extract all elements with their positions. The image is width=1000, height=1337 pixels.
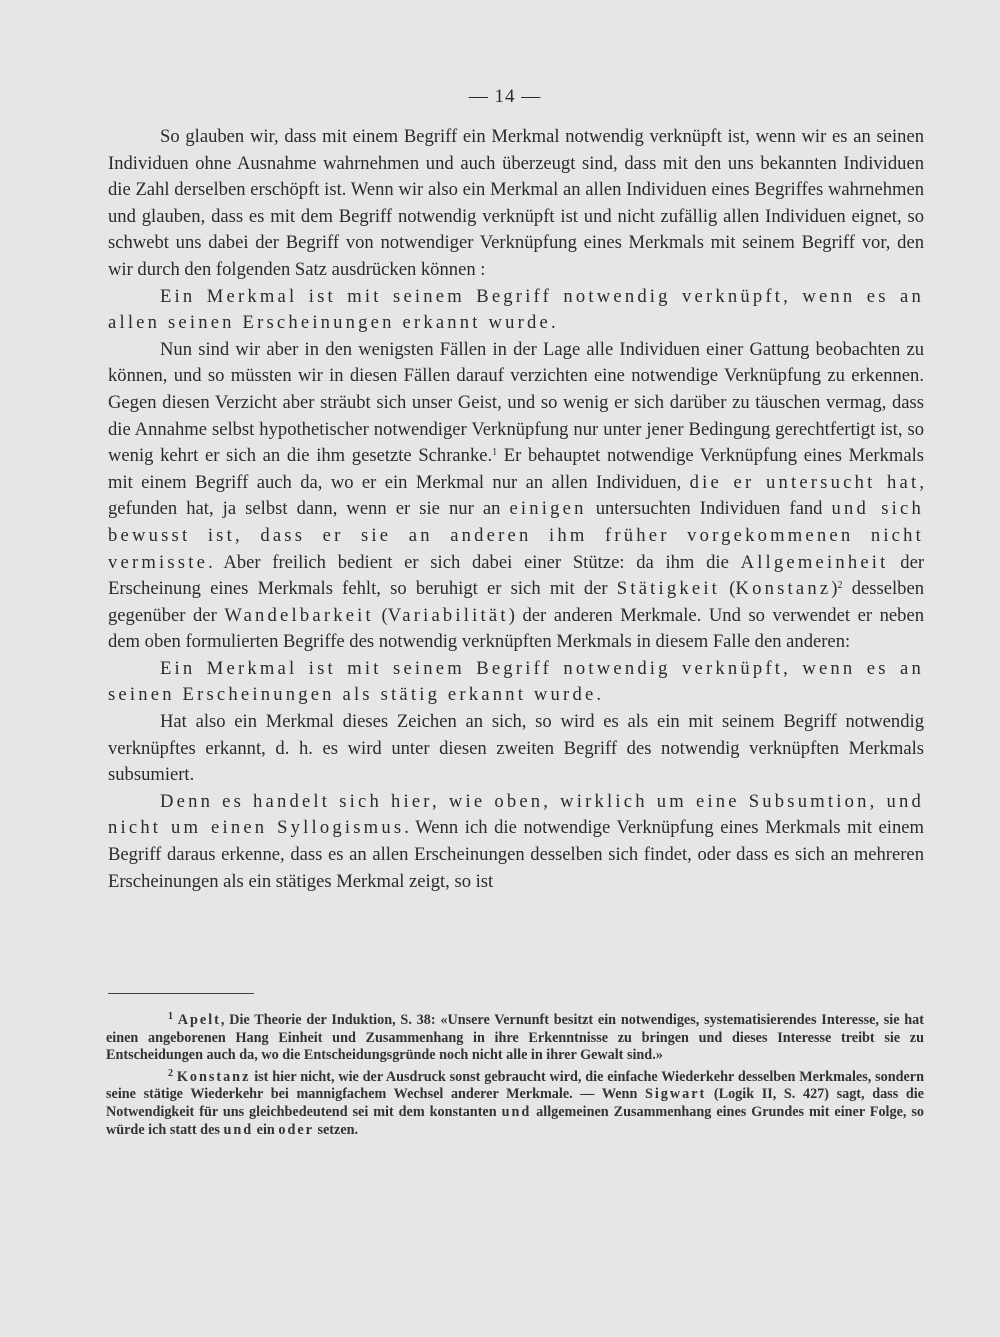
footnote-mark-1: 1 <box>168 1011 173 1022</box>
emphasis: und <box>501 1103 532 1120</box>
footnotes <box>106 1012 924 1143</box>
footnote-author: Apelt <box>177 1012 221 1028</box>
emphasis: Konstanz <box>176 1068 251 1085</box>
definition-1-text: Ein Merkmal ist mit seinem Begriff notwendig verknüpft, wenn es an allen seinen Erscheinungen erkannt wurde. <box>108 285 924 334</box>
emphasis: oder <box>278 1121 314 1138</box>
paragraph-5: Hat also ein Merkmal dieses Zeichen an sich, so wird es als ein mit seinem Begriff notwendig verknüpftes erkannt, d. h. es wird unter diesen zweiten Begriff des notwendig verknüpften Merkmals subsumiert. <box>108 711 924 786</box>
footnote-ref-2: 2 <box>837 580 843 592</box>
emphasis: und sich bewusst ist, dass er sie an anderen ihm früher vorgekommenen nicht vermisste <box>108 498 924 573</box>
emphasis: und <box>223 1121 254 1138</box>
emphasis: Allgemeinheit <box>740 551 889 573</box>
footnote-ref-1: 1 <box>492 447 498 459</box>
footnote-mark-2: 2 <box>168 1067 173 1079</box>
emphasis: Variabilität <box>387 604 509 626</box>
paragraph-6: Denn es handelt sich hier, wie oben, wirklich um eine Subsumtion, und nicht um einen Syllogismus. Wenn ich die notwendige Verknüpfung eines Merkmals mit einem Begriff daraus erkenne, dass es an allen Erscheinungen desselben sich findet, oder dass es sich an mehreren Erscheinungen als ein stätiges Merkmal zeigt, so ist <box>108 790 924 892</box>
emphasis: die er untersucht hat <box>689 471 920 493</box>
page-number: — 14 — <box>468 86 542 107</box>
emphasis: Konstanz <box>735 578 832 600</box>
footnote-1: $^1$ Apelt, Die Theorie der Induktion, S. 38: «Unsere Vernunft besitzt ein notwendiges, systematisierendes Interesse, sie hat einen angeborenen Hang Einheit und Zusammenhang in ihre Erkenntnisse zu bringen und dieses Interesse treibt sie zu Entscheidungen auch da, wo die Entscheidungsgründe noch nicht alle in ihrer Gewalt sind.» <box>106 1011 925 1064</box>
emphasis: Stätigkeit <box>616 578 721 600</box>
paragraph-3: Nun sind wir aber in den wenigsten Fällen in der Lage alle Individuen einer Gattung beobachten zu können, und so müssten wir in diesen Fällen darauf verzichten eine notwendige Verknüpfung zu erkennen. Gegen diesen Verzicht aber sträubt sich unser Geist, und so wenig er sich darüber zu täuschen vermag, dass die Annahme selbst hypothetischer notwendiger Verknüpfung nur unter jener Bedingung gerechtfertigt ist, so wenig kehrt er sich an die ihm gesetzte Schranke.$^1$ Er behauptet notwendige Verknüpfung eines Merkmals mit einem Begriff auch da, wo er ein Merkmal nur an allen Individuen, die er untersucht hat, gefunden hat, ja selbst dann, wenn er sie nur an einigen untersuchten Individuen fand und sich bewusst ist, dass er sie an anderen ihm früher vorgekommenen nicht vermisste. Aber freilich bedient er sich dabei einer Stütze: da ihm die Allgemeinheit der Erscheinung eines Merkmals fehlt, so beruhigt er sich mit der Stätigkeit (Konstanz)$^2$ desselben gegenüber der Wandelbarkeit (Variabilität) der anderen Merkmale. Und so verwendet er neben dem oben formulierten Begriffe des notwendig verknüpften Merkmals in diesem Falle den anderen: <box>108 338 925 653</box>
footnote-2: $^2$ Konstanz ist hier nicht, wie der Ausdruck sonst gebraucht wird, die einfache Wiederkehr desselben Merkmales, sondern seine stätige Wiederkehr bei mannigfachem Wechsel anderer Merkmale. — Wenn Sigwart (Logik II, S. 427) sagt, dass die Notwendigkeit für uns gleichbedeutend sei mit dem konstanten und allgemeinen Zusammenhang eines Grundes mit einer Folge, so würde ich statt des und ein oder setzen. <box>106 1067 924 1138</box>
definition-2-text: Ein Merkmal ist mit seinem Begriff notwendig verknüpft, wenn es an seinen Erscheinungen als stätig erkannt wurde. <box>108 657 924 706</box>
emphasis: Wandelbarkeit <box>224 604 374 626</box>
definition-1 <box>108 284 924 337</box>
emphasis: Sigwart <box>644 1086 707 1103</box>
definition-2 <box>108 656 924 709</box>
main-text <box>108 124 924 895</box>
emphasis: Denn es handelt sich hier, wie oben, wirklich um eine Subsumtion, und nicht um einen Syllogismus <box>108 790 924 839</box>
paragraph-1: So glauben wir, dass mit einem Begriff ein Merkmal notwendig verknüpft ist, wenn wir es an seinen Individuen ohne Ausnahme wahrnehmen und auch überzeugt sind, dass mit den uns bekannten Individuen die Zahl derselben erschöpft ist. Wenn wir also ein Merkmal an allen Individuen eines Begriffes wahrnehmen und glauben, dass es mit dem Begriff notwendig verknüpft ist und nicht zufällig allen Individuen eignet, so schwebt uns dabei der Begriff von notwendiger Verknüpfung eines Merkmals mit seinem Begriff vor, den wir durch den folgenden Satz ausdrücken können : <box>108 126 924 280</box>
footnote-divider <box>108 993 254 994</box>
emphasis: einigen <box>509 498 587 520</box>
